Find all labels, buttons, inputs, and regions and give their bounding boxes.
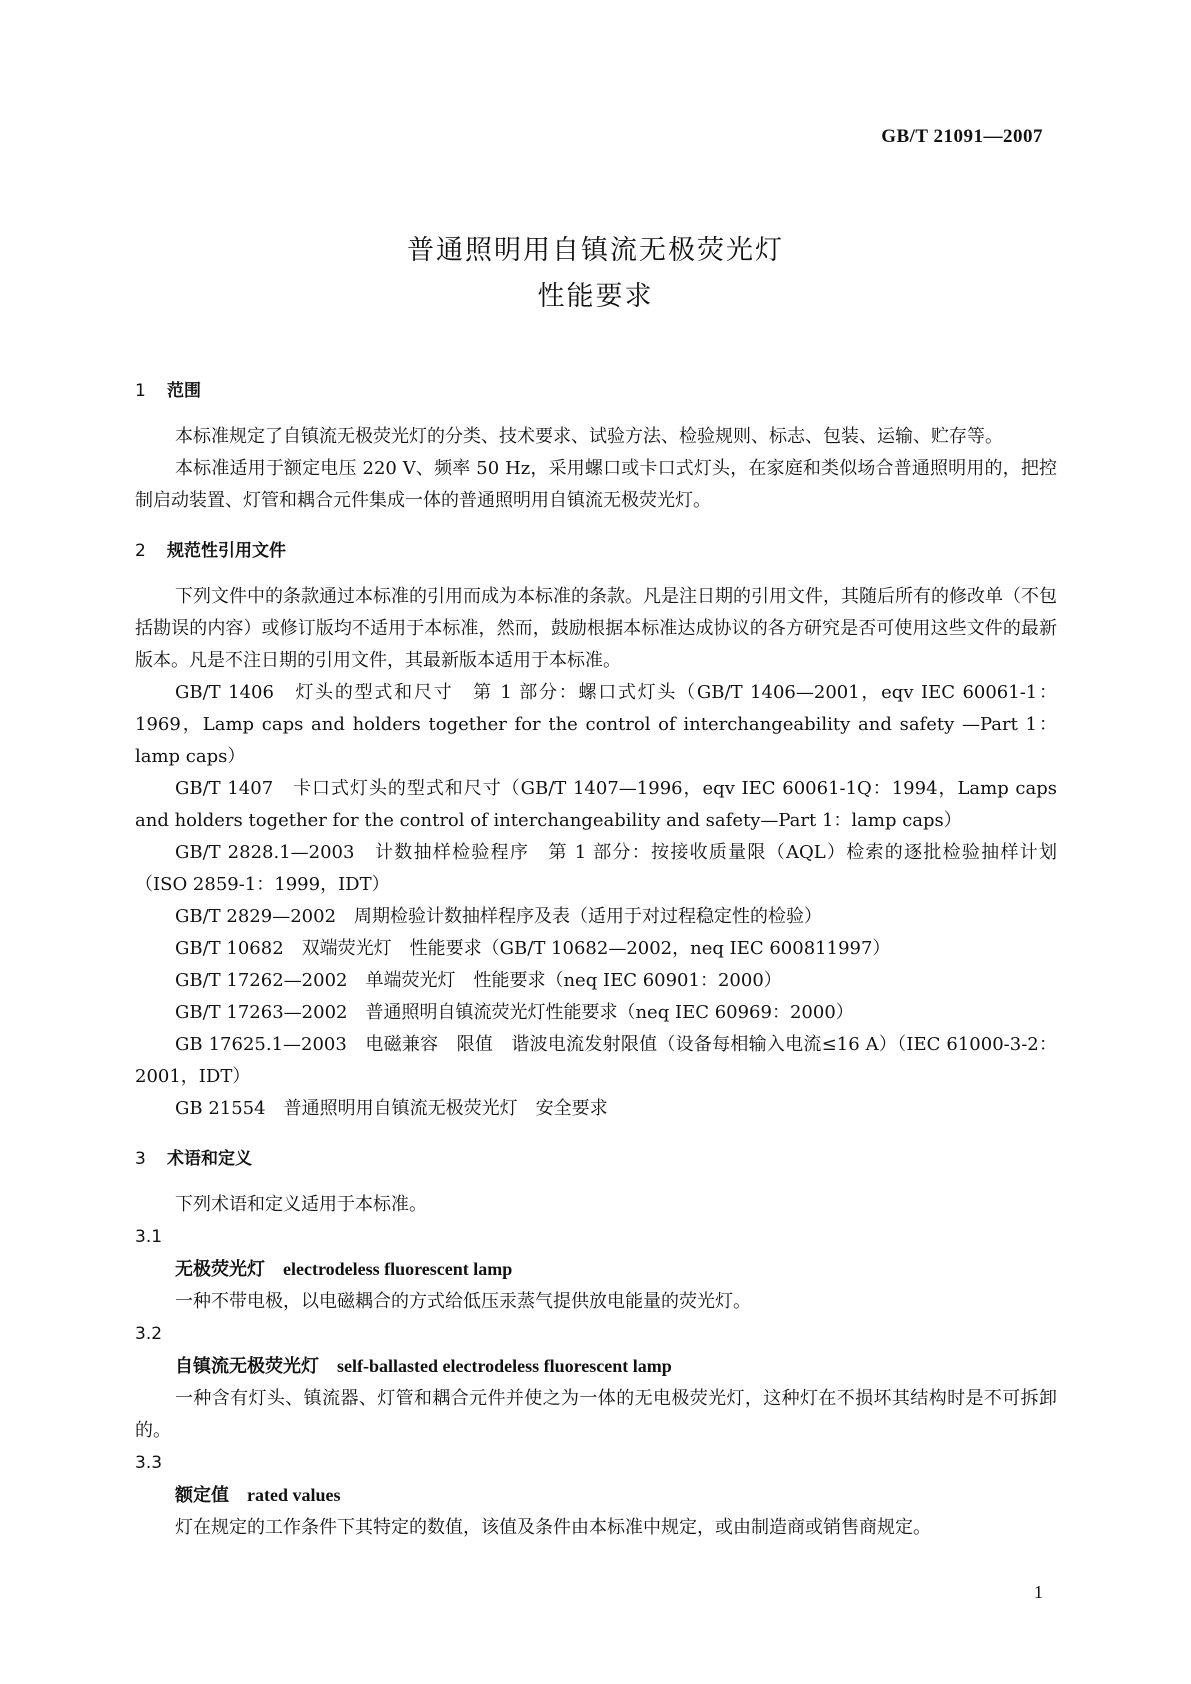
section-number: 1	[135, 381, 146, 401]
reference-item: GB/T 2829—2002 周期检验计数抽样程序及表（适用于对过程稳定性的检验）	[175, 906, 823, 927]
term-chinese: 自镇流无极荧光灯	[175, 1356, 319, 1377]
term-chinese: 额定值	[175, 1485, 229, 1506]
section-heading-terms-definitions	[135, 1143, 1057, 1175]
reference-item: GB/T 10682 双端荧光灯 性能要求（GB/T 10682—2002，neq IEC 600811997）	[175, 938, 891, 959]
paragraph: 下列文件中的条款通过本标准的引用而成为本标准的条款。凡是注日期的引用文件，其随后所有的修改单（不包括勘误的内容）或修订版均不适用于本标准，然而，鼓励根据本标准达成协议的各方研究是否可使用这些文件的最新版本。凡是不注日期的引用文件，其最新版本适用于本标准。	[135, 586, 1057, 671]
section-title: 范围	[167, 381, 201, 401]
document-title	[0, 228, 1191, 320]
reference-item: GB/T 17263—2002 普通照明自镇流荧光灯性能要求（neq IEC 60969：2000）	[175, 1002, 854, 1023]
reference-item: GB/T 1406 灯头的型式和尺寸 第 1 部分：螺口式灯头（GB/T 1406—2001，eqv IEC 60061-1：1969，Lamp caps and holders together for the control of interchangeability and safety —Part 1：lamp caps）	[135, 682, 1057, 767]
term-title	[135, 1253, 1057, 1286]
term-title	[135, 1479, 1057, 1512]
document-body	[135, 375, 1057, 1544]
term-definition: 一种不带电极，以电磁耦合的方式给低压汞蒸气提供放电能量的荧光灯。	[175, 1291, 751, 1312]
title-line-2: 性能要求	[537, 281, 654, 312]
term-definition: 灯在规定的工作条件下其特定的数值，该值及条件由本标准中规定，或由制造商或销售商规定。	[175, 1517, 931, 1538]
title-line-1: 普通照明用自镇流无极荧光灯	[407, 235, 784, 266]
reference-item: GB/T 17262—2002 单端荧光灯 性能要求（neq IEC 60901：2000）	[175, 970, 782, 991]
clause-number: 3.3	[135, 1453, 163, 1473]
term-english: electrodeless fluorescent lamp	[283, 1259, 513, 1279]
reference-item: GB/T 1407 卡口式灯头的型式和尺寸（GB/T 1407—1996，eqv IEC 60061-1Q：1994，Lamp caps and holders together for the control of interchangeability and safety—Part 1：lamp caps）	[135, 778, 1057, 831]
reference-item: GB/T 2828.1—2003 计数抽样检验程序 第 1 部分：按接收质量限（AQL）检索的逐批检验抽样计划（ISO 2859-1：1999，IDT）	[135, 842, 1057, 895]
section-number: 2	[135, 541, 146, 561]
clause-number: 3.1	[135, 1227, 163, 1247]
term-english: rated values	[247, 1485, 341, 1505]
section-title: 术语和定义	[167, 1149, 252, 1169]
reference-item: GB 21554 普通照明用自镇流无极荧光灯 安全要求	[175, 1098, 608, 1119]
paragraph: 下列术语和定义适用于本标准。	[175, 1194, 427, 1215]
clause-number: 3.2	[135, 1324, 163, 1344]
term-chinese: 无极荧光灯	[175, 1259, 265, 1280]
reference-item: GB 17625.1—2003 电磁兼容 限值 谐波电流发射限值（设备每相输入电流≤16 A）（IEC 61000-3-2：2001，IDT）	[135, 1034, 1057, 1087]
paragraph: 本标准规定了自镇流无极荧光灯的分类、技术要求、试验方法、检验规则、标志、包装、运输、贮存等。	[175, 426, 1003, 447]
standard-code: GB/T 21091—2007	[881, 126, 1043, 147]
section-number: 3	[135, 1149, 146, 1169]
term-title	[135, 1350, 1057, 1383]
section-heading-scope	[135, 375, 1057, 407]
page-number: 1	[1034, 1582, 1043, 1602]
section-heading-normative-references	[135, 535, 1057, 567]
term-english: self-ballasted electrodeless fluorescent lamp	[337, 1356, 672, 1376]
paragraph: 本标准适用于额定电压 220 V、频率 50 Hz，采用螺口或卡口式灯头，在家庭和类似场合普通照明用的，把控制启动装置、灯管和耦合元件集成一体的普通照明用自镇流无极荧光灯。	[135, 458, 1057, 511]
term-definition: 一种含有灯头、镇流器、灯管和耦合元件并使之为一体的无电极荧光灯，这种灯在不损坏其结构时是不可拆卸的。	[135, 1388, 1057, 1441]
section-title: 规范性引用文件	[167, 541, 286, 561]
